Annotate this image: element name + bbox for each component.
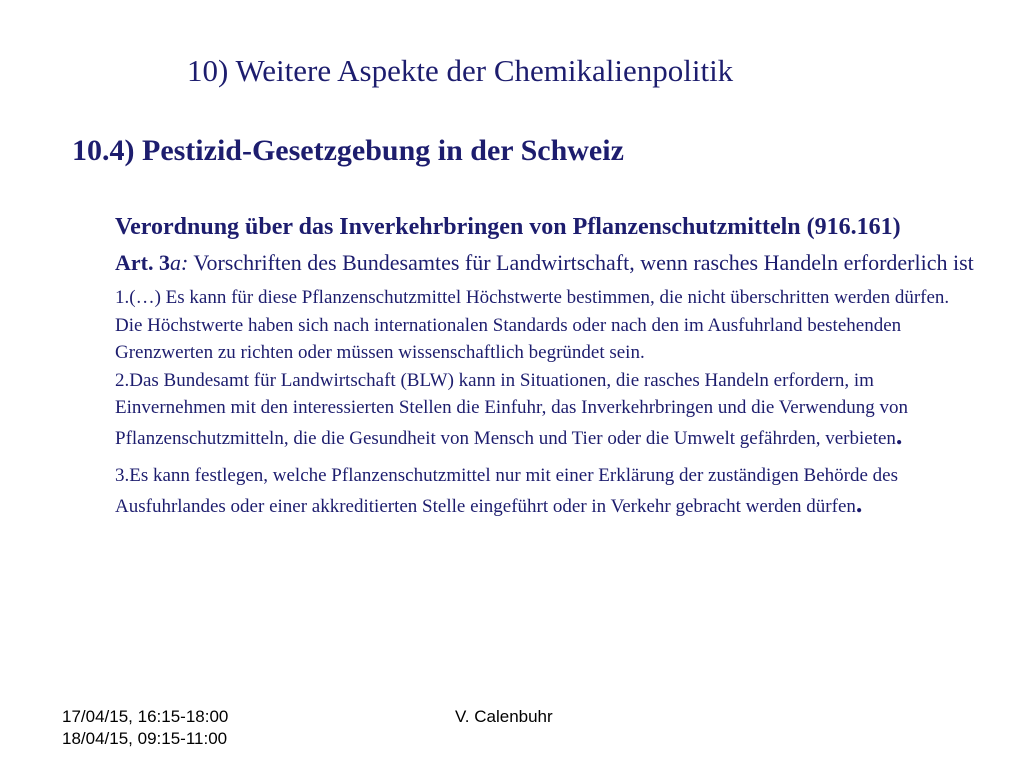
footer-date-line-1: 17/04/15, 16:15-18:00 bbox=[62, 707, 229, 726]
paragraph-3-text: 3.Es kann festlegen, welche Pflanzenschutzmittel nur mit einer Erklärung der zuständigen Behörde des Ausfuhrlandes oder einer akkreditierten Stelle eingeführt oder in Verkehr gebracht werden dürfen bbox=[115, 465, 898, 517]
paragraph-1: 1.(…) Es kann für diese Pflanzenschutzmittel Höchstwerte bestimmen, die nicht überschritten werden dürfen. Die Höchstwerte haben sich nach internationalen Standards oder nach den im Ausfuhrland bestehenden Grenzwerten zu richten oder müssen wissenschaftlich begründet sein. bbox=[115, 287, 950, 363]
article-text: Vorschriften des Bundesamtes für Landwirtschaft, wenn rasches Handeln erforderlich ist bbox=[188, 250, 974, 275]
slide-subtitle: 10.4) Pestizid-Gesetzgebung in der Schweiz bbox=[72, 134, 624, 167]
footer-author: V. Calenbuhr bbox=[455, 707, 553, 726]
slide-body bbox=[115, 213, 975, 520]
article-label: Art. 3 bbox=[115, 250, 170, 275]
paragraph-2-text: 2.Das Bundesamt für Landwirtschaft (BLW) kann in Situationen, die rasches Handeln erfordern, im Einvernehmen mit den interessierten Stellen die Einfuhr, das Inverkehrbringen und die Verwendung von Pflanzenschutzmitteln, die die Gesundheit von Mensch und Tier oder die Umwelt gefährden, verbieten bbox=[115, 369, 908, 449]
footer-date-line-2: 18/04/15, 09:15-11:00 bbox=[62, 729, 228, 748]
paragraph-2 bbox=[115, 367, 975, 453]
paragraph-2-end: . bbox=[895, 420, 903, 450]
footer-date bbox=[62, 706, 228, 750]
article-line bbox=[115, 250, 975, 276]
paragraph-3-end: . bbox=[855, 488, 863, 518]
slide-title: 10) Weitere Aspekte der Chemikalienpolitik bbox=[187, 53, 734, 88]
paragraph-3 bbox=[115, 462, 975, 520]
article-label-suffix: a: bbox=[169, 250, 189, 275]
regulation-heading: Verordnung über das Inverkehrbringen von Pflanzenschutzmitteln (916.161) bbox=[115, 214, 901, 240]
